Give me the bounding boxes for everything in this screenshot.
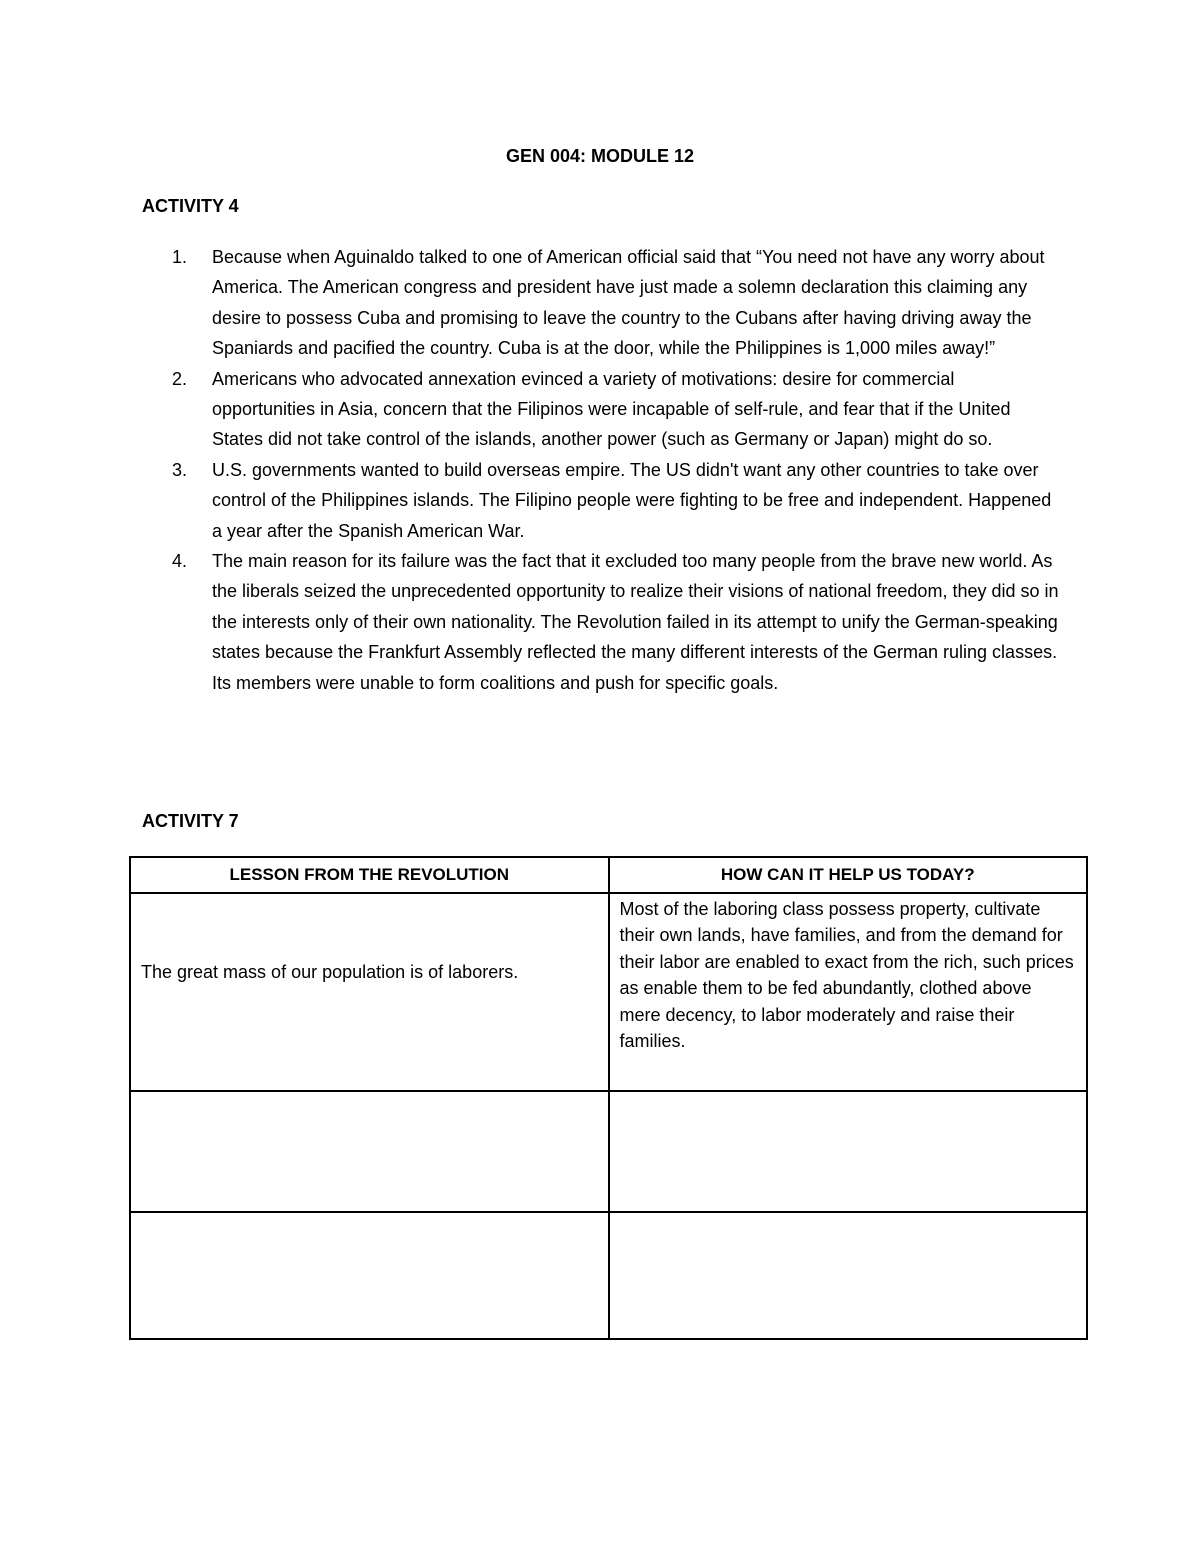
list-item	[172, 242, 1062, 364]
list-item-number: 4.	[172, 551, 188, 572]
lesson-cell	[130, 1091, 609, 1212]
help-cell	[609, 1091, 1088, 1212]
list-item-text: Because when Aguinaldo talked to one of American official said that “You need not have any worry about America. The American congress and president have just made a solemn declaration this claiming any desire to possess Cuba and promising to leave the country to the Cubans after having driving away the Spaniards and pacified the country. Cuba is at the door, while the Philippines is 1,000 miles away!”	[212, 247, 1045, 359]
list-item-text: Americans who advocated annexation evinced a variety of motivations: desire for commercial opportunities in Asia, concern that the Filipinos were incapable of self-rule, and fear that if the United States did not take control of the islands, another power (such as Germany or Japan) might do so.	[212, 368, 1011, 450]
lesson-cell	[130, 1212, 609, 1339]
list-item-text: The main reason for its failure was the fact that it excluded too many people from the brave new world. As the liberals seized the unprecedented opportunity to realize their visions of national freedom, they did so in the interests only of their own nationality. The Revolution failed in its attempt to unify the German-speaking states because the Frankfurt Assembly reflected the many different interests of the German ruling classes. Its members were unable to form coalitions and push for specific goals.	[212, 551, 1059, 693]
lesson-cell: The great mass of our population is of laborers.	[130, 893, 609, 1091]
list-item	[172, 364, 1062, 455]
column-header-lesson: LESSON FROM THE REVOLUTION	[130, 857, 609, 893]
list-item-number: 3.	[172, 459, 188, 480]
activity-4-heading: ACTIVITY 4	[142, 196, 239, 216]
table-header-row	[130, 857, 1087, 893]
list-item-number: 2.	[172, 368, 188, 389]
table-row	[130, 1212, 1087, 1339]
column-header-help: HOW CAN IT HELP US TODAY?	[609, 857, 1088, 893]
activity-4-answer-list	[172, 242, 1062, 698]
table-row	[130, 1091, 1087, 1212]
list-item-text: U.S. governments wanted to build overseas empire. The US didn't want any other countries to take over control of the Philippines islands. The Filipino people were fighting to be free and independent. Happened a year after the Spanish American War.	[212, 459, 1052, 541]
document-title: GEN 004: MODULE 12	[505, 146, 695, 166]
list-item-number: 1.	[172, 247, 188, 267]
list-item	[172, 455, 1062, 546]
help-cell: Most of the laboring class possess property, cultivate their own lands, have families, and from the demand for their labor are enabled to exact from the rich, such prices as enable them to be fed abundantly, clothed above mere decency, to labor moderately and raise their families.	[609, 893, 1088, 1091]
activity-7-heading: ACTIVITY 7	[142, 811, 239, 831]
list-item	[172, 546, 1062, 698]
help-cell	[609, 1212, 1088, 1339]
activity-7-table	[129, 856, 1088, 1340]
table-row	[130, 893, 1087, 1091]
